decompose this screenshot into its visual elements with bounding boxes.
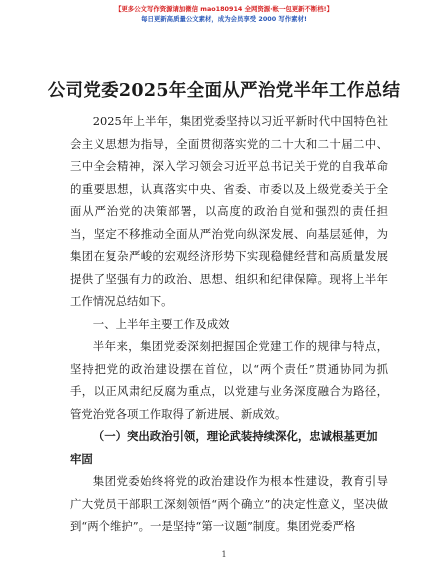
subsection1-heading: （一）突出政治引领，理论武装持续深化，忠诚根基更加牢固 xyxy=(70,429,378,466)
intro-block xyxy=(70,110,388,313)
page-number: 1 xyxy=(221,550,227,559)
promo-banner xyxy=(0,4,448,24)
subsection1-body xyxy=(70,470,388,538)
section1-paragraph: 半年来，集团党委深刻把握国企党建工作的规律与特点，坚持把党的政治建设摆在首位，以“两个责任”贯通协同为抓手，以正风肃纪反腐为重点，以党建与业务深度融合为路径，管党治党各项工作取得了新进展、新成效。 xyxy=(70,339,388,421)
promo-banner-line1: 【更多公文写作资源请加微信 mao180914 全网资源·帐一包更新不断档!】 xyxy=(115,5,333,13)
promo-banner-line2: 每日更新高质量公文素材，成为会员享受 2000 写作素材! xyxy=(141,15,307,23)
document-title: 公司党委2025年全面从严治党半年工作总结 xyxy=(47,81,401,101)
section1-body xyxy=(70,335,388,425)
subsection1-block xyxy=(70,425,388,470)
section1-heading: 一、上半年主要工作及成效 xyxy=(92,317,230,331)
subsection1-paragraph: 集团党委始终将党的政治建设作为根本性建设，教育引导广大党员干部职工深刻领悟“两个确立”的决定性意义，坚决做到“两个维护”。一是坚持“第一议题”制度。集团党委严格 xyxy=(70,474,388,533)
intro-paragraph: 2025年上半年，集团党委坚持以习近平新时代中国特色社会主义思想为指导，全面贯彻落实党的二十大和二十届二中、三中全会精神，深入学习领会习近平总书记关于党的自我革命的重要思想，认真落实中央、省委、市委以及上级党委关于全面从严治党的决策部署，以高度的政治自觉和强烈的责任担当，坚定不移推动全面从严治党向纵深发展、向基层延伸，为集团在复杂严峻的宏观经济形势下实现稳健经营和高质量发展提供了坚强有力的政治、思想、组织和纪律保障。现将上半年工作情况总结如下。 xyxy=(70,114,388,308)
section1-block xyxy=(70,313,388,336)
